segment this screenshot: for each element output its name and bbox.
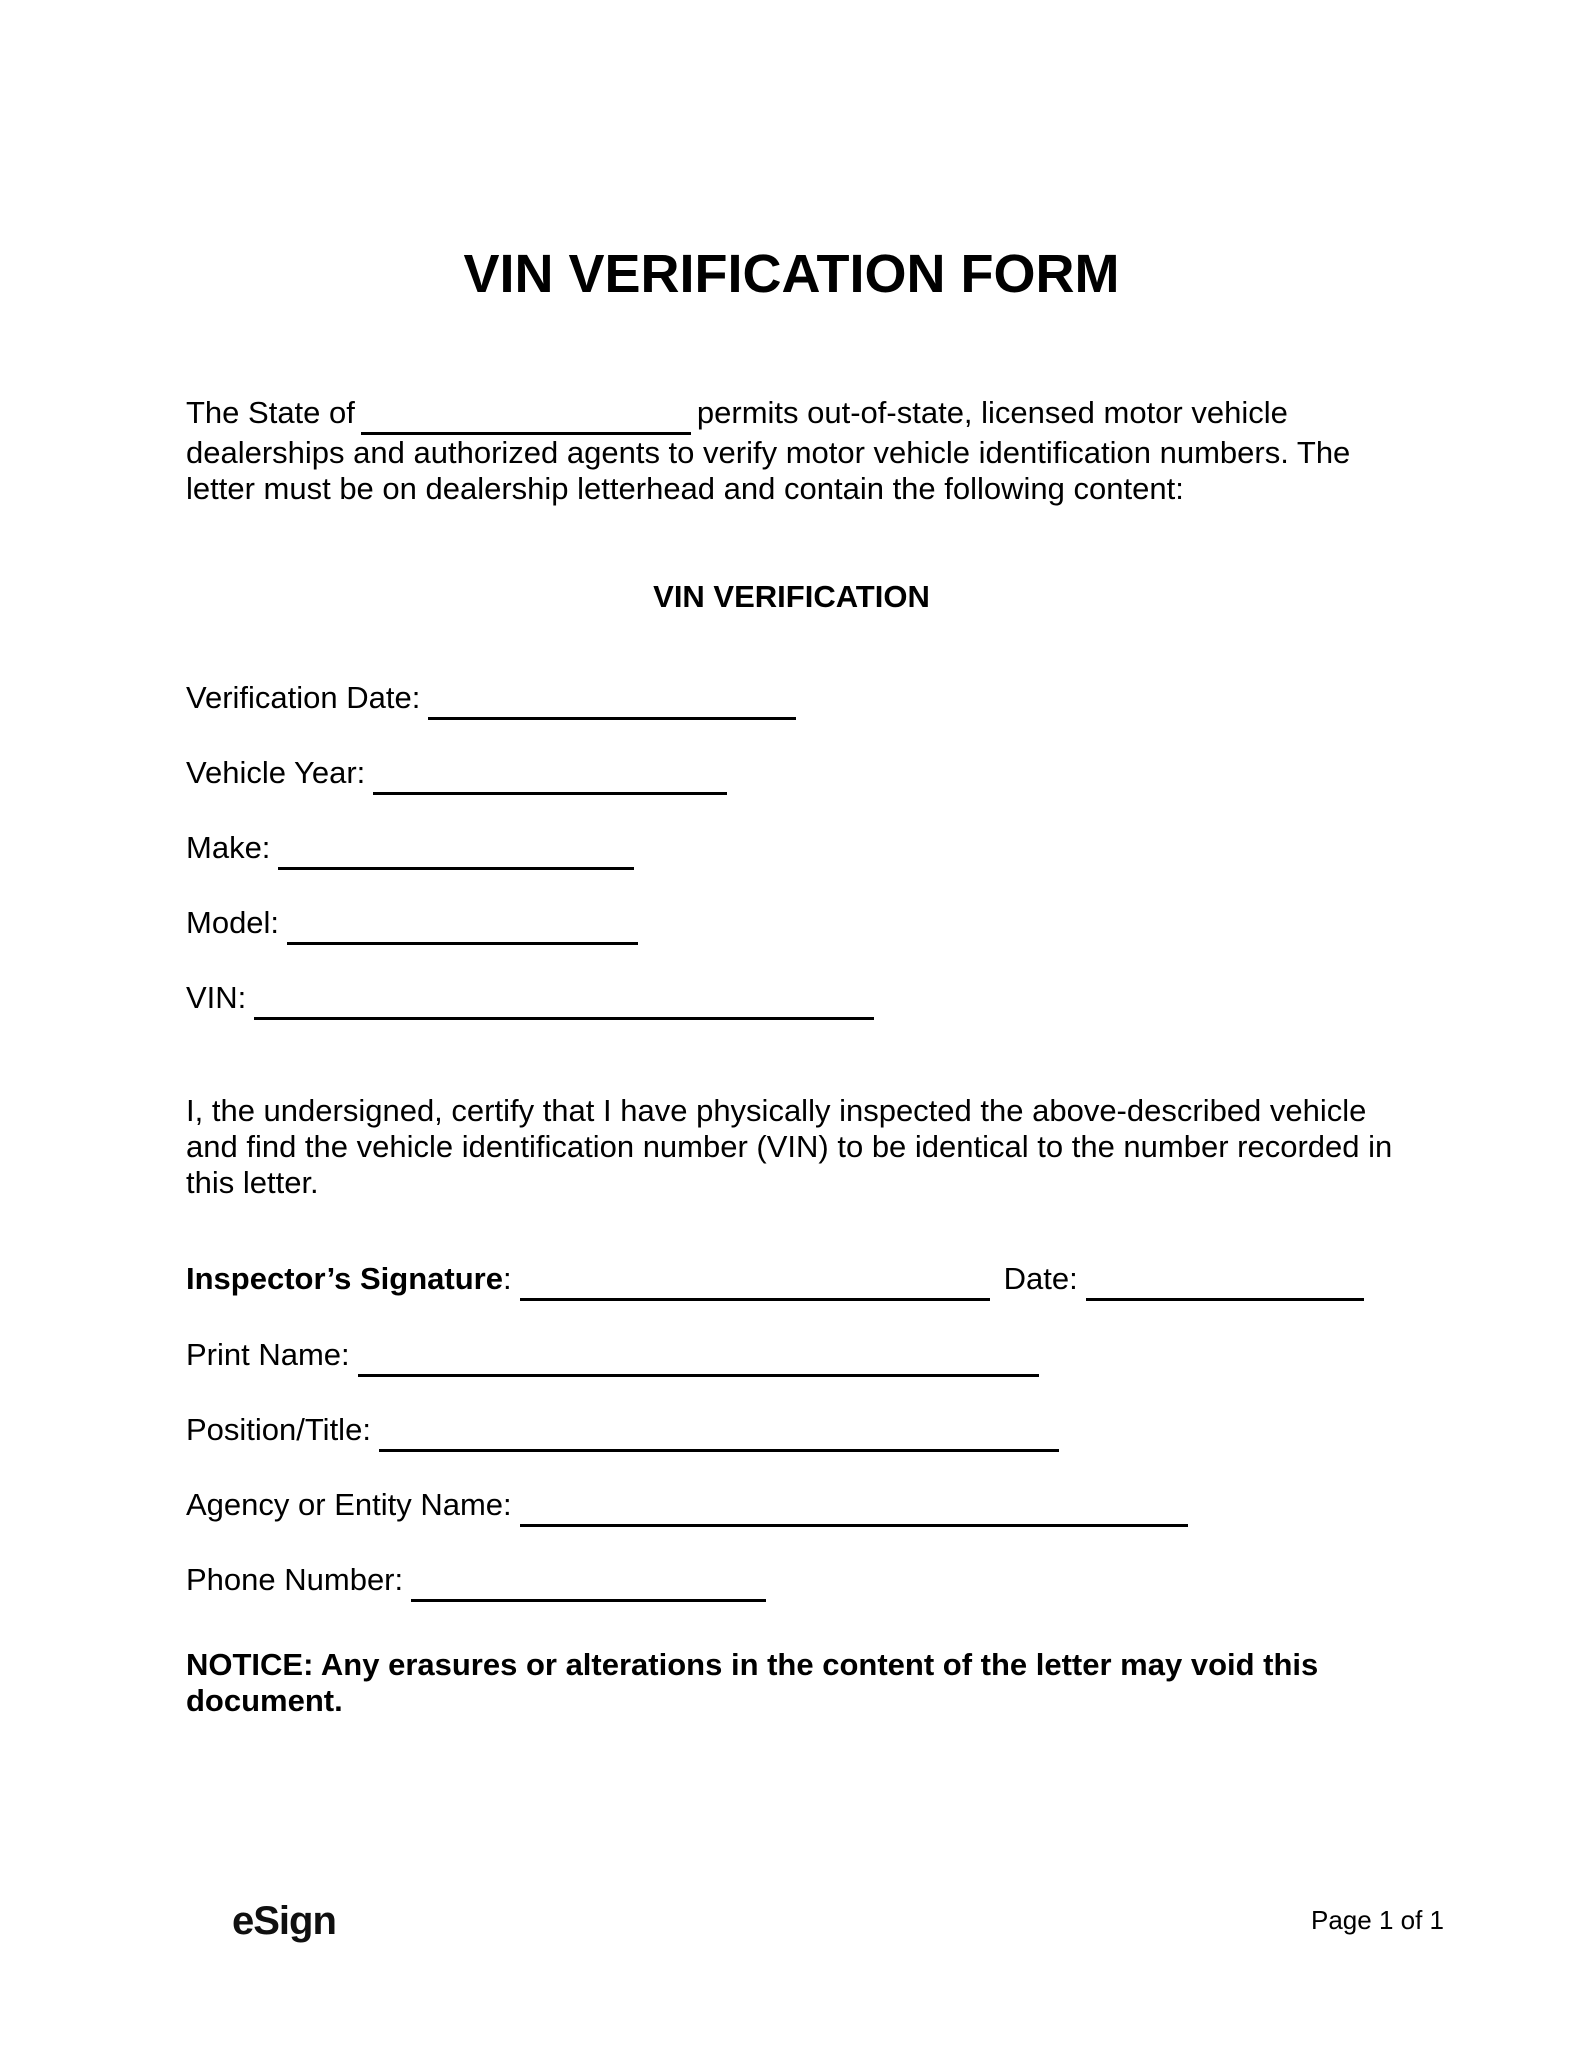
vehicle-year-blank-line[interactable]: [373, 764, 727, 795]
page-title: VIN VERIFICATION FORM: [463, 244, 1120, 304]
print-name-blank-line[interactable]: [358, 1346, 1039, 1377]
field-print-name: [186, 1337, 1397, 1377]
phone-number-blank-line[interactable]: [411, 1571, 766, 1602]
date-blank-line[interactable]: [1086, 1270, 1364, 1301]
field-label: VIN:: [186, 980, 247, 1015]
inspector-signature-blank-line[interactable]: [520, 1270, 990, 1301]
make-blank-line[interactable]: [278, 839, 634, 870]
verification-date-blank-line[interactable]: [428, 689, 796, 720]
intro-paragraph: [186, 395, 1397, 507]
field-label: Phone Number:: [186, 1562, 404, 1597]
date-label: Date:: [1003, 1261, 1078, 1296]
notice-paragraph: NOTICE: Any erasures or alterations in the content of the letter may void this document.: [186, 1647, 1319, 1718]
document-content: [0, 243, 1583, 1719]
field-make: [186, 830, 1397, 870]
field-phone-number: [186, 1562, 1397, 1602]
certification-paragraph: I, the undersigned, certify that I have physically inspected the above-described vehicle and find the vehicle identification number (VIN) to be identical to the number recorded in this letter.: [186, 1093, 1393, 1200]
field-label: Verification Date:: [186, 680, 421, 715]
field-label: Position/Title:: [186, 1412, 371, 1447]
model-blank-line[interactable]: [287, 914, 638, 945]
state-blank-line[interactable]: [361, 404, 691, 435]
field-vin: [186, 980, 1397, 1020]
position-title-blank-line[interactable]: [379, 1421, 1059, 1452]
vehicle-fields: [186, 680, 1397, 1020]
intro-text-before: The State of: [186, 395, 355, 430]
field-agency-entity-name: [186, 1487, 1397, 1527]
field-label: Print Name:: [186, 1337, 350, 1372]
field-label: Agency or Entity Name:: [186, 1487, 512, 1522]
inspector-signature-colon: :: [502, 1261, 512, 1296]
signature-row: [186, 1261, 1397, 1301]
agency-entity-name-blank-line[interactable]: [520, 1496, 1188, 1527]
section-heading: VIN VERIFICATION: [653, 579, 930, 614]
field-label: Make:: [186, 830, 271, 865]
field-model: [186, 905, 1397, 945]
field-vehicle-year: [186, 755, 1397, 795]
field-label: Vehicle Year:: [186, 755, 366, 790]
esign-logo: eSign: [232, 1899, 336, 1943]
field-verification-date: [186, 680, 1397, 720]
page-number: Page 1 of 1: [1311, 1905, 1444, 1935]
field-position-title: [186, 1412, 1397, 1452]
intro-text-after: permits out-of-state, licensed motor vehicle dealerships and authorized agents to verify motor vehicle identification numbers. The letter must be on dealership letterhead and contain the following content:: [186, 395, 1351, 506]
vin-blank-line[interactable]: [254, 989, 874, 1020]
field-label: Model:: [186, 905, 280, 940]
inspector-signature-label: Inspector’s Signature: [186, 1261, 503, 1296]
contact-fields: [186, 1337, 1397, 1602]
